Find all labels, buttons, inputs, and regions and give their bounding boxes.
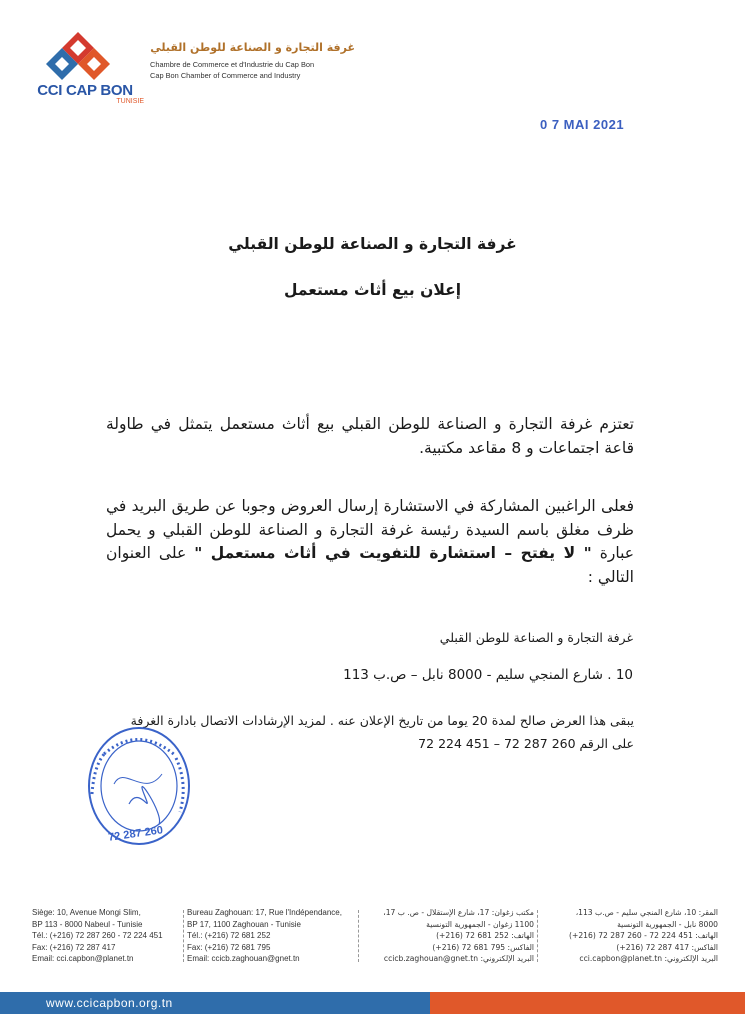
address-line-1: غرفة التجارة و الصناعة للوطن القبلي xyxy=(439,630,633,645)
footer-siege-fr xyxy=(32,907,182,965)
footer-line: البريد الإلكتروني: cci.capbon@planet.tn xyxy=(579,954,718,964)
validity-line-2: على الرقم 260 287 72 – 451 224 72 xyxy=(418,736,634,751)
footer-siege-ar xyxy=(540,907,718,965)
footer-bar-orange xyxy=(430,992,745,1014)
chamber-name-french: Chambre de Commerce et d'Industrie du Cap Bon xyxy=(150,60,315,69)
footer-line: مكتب زغوان: 17، شارع الإستقلال - ص. ب 17، xyxy=(383,908,534,917)
footer-line: 1100 زغوان - الجمهورية التونسية xyxy=(426,919,534,929)
chamber-name-english: Cap Bon Chamber of Commerce and Industry xyxy=(150,71,301,80)
chamber-name-arabic: غرفة التجارة و الصناعة للوطن القبلي xyxy=(150,41,355,54)
website-link[interactable]: www.ccicapbon.org.tn xyxy=(46,996,173,1010)
document-title: غرفة التجارة و الصناعة للوطن القبلي xyxy=(228,235,517,253)
footer-line: Tél.: (+216) 72 681 252 xyxy=(187,931,271,941)
paragraph-intro: تعتزم غرفة التجارة و الصناعة للوطن القبلي بيع أثاث مستعمل يتمثل في طاولة قاعة اجتماعات و 8 مقاعد مكتبية. xyxy=(106,415,634,457)
official-stamp-icon xyxy=(84,724,194,854)
footer-line: BP 113 - 8000 Nabeul - Tunisie xyxy=(32,919,143,929)
footer-line: Email: cci.capbon@planet.tn xyxy=(32,954,134,964)
footer-line: المقر: 10، شارع المنجي سليم - ص.ب 113، xyxy=(575,908,718,917)
envelope-mention: " لا يفتح – استشارة للتفويت في أثاث مستعمل " xyxy=(194,544,592,562)
footer-zaghouan-ar xyxy=(362,907,534,965)
footer-line: Bureau Zaghouan: 17, Rue l'Indépendance, xyxy=(187,908,342,917)
footer-divider xyxy=(537,910,539,962)
footer-line: Fax: (+216) 72 681 795 xyxy=(187,942,271,952)
footer-line: BP 17, 1100 Zaghouan - Tunisie xyxy=(187,919,302,929)
footer-line: الهاتف: 451 224 72 - 260 287 72 (216+) xyxy=(568,931,718,941)
paragraph-instructions-start: فعلى الراغبين المشاركة في الاستشارة إرسال العروض وجوبا عن طريق البريد في ظرف مغلق باسم السيدة رئيسة غرفة التجارة و الصناعة للوطن القبلي و يحمل عبارة xyxy=(106,497,634,562)
footer-line: الهاتف: 252 681 72 (216+) xyxy=(436,931,534,941)
address-line-2: 10 . شارع المنجي سليم - 8000 نابل – ص.ب 113 xyxy=(343,667,633,683)
footer-line: البريد الإلكتروني: ccicb.zaghouan@gnet.tn xyxy=(383,954,534,964)
footer-line: الفاكس: 417 287 72 (216+) xyxy=(616,942,718,952)
paragraph-instructions-end: على العنوان التالي : xyxy=(106,544,634,586)
footer-line: الفاكس: 795 681 72 (216+) xyxy=(432,942,534,952)
footer-line: Tél.: (+216) 72 287 260 - 72 224 451 xyxy=(32,931,163,941)
stamp-number: 72 287 260 xyxy=(107,824,164,844)
footer-line: Siège: 10, Avenue Mongi Slim, xyxy=(32,908,141,917)
footer-line: 8000 نابل - الجمهورية التونسية xyxy=(617,919,718,929)
logo-text: CCI CAP BON xyxy=(37,82,133,99)
validity-line-1: يبقى هذا العرض صالح لمدة 20 يوما من تاريخ الإعلان عنه . لمزيد الإرشادات الاتصال بادارة الغرفة xyxy=(130,713,634,728)
logo-subtitle: TUNISIE xyxy=(116,98,144,105)
paragraph-instructions xyxy=(106,495,634,589)
footer-divider xyxy=(358,910,360,962)
cci-logo-icon xyxy=(46,30,110,82)
footer-divider xyxy=(183,910,185,962)
date-stamp: 0 7 MAI 2021 xyxy=(540,117,625,132)
footer-line: Email: ccicb.zaghouan@gnet.tn xyxy=(187,954,300,964)
document-subtitle: إعلان بيع أثاث مستعمل xyxy=(283,281,462,299)
footer-zaghouan-fr xyxy=(187,907,352,965)
footer-line: Fax: (+216) 72 287 417 xyxy=(32,942,116,952)
